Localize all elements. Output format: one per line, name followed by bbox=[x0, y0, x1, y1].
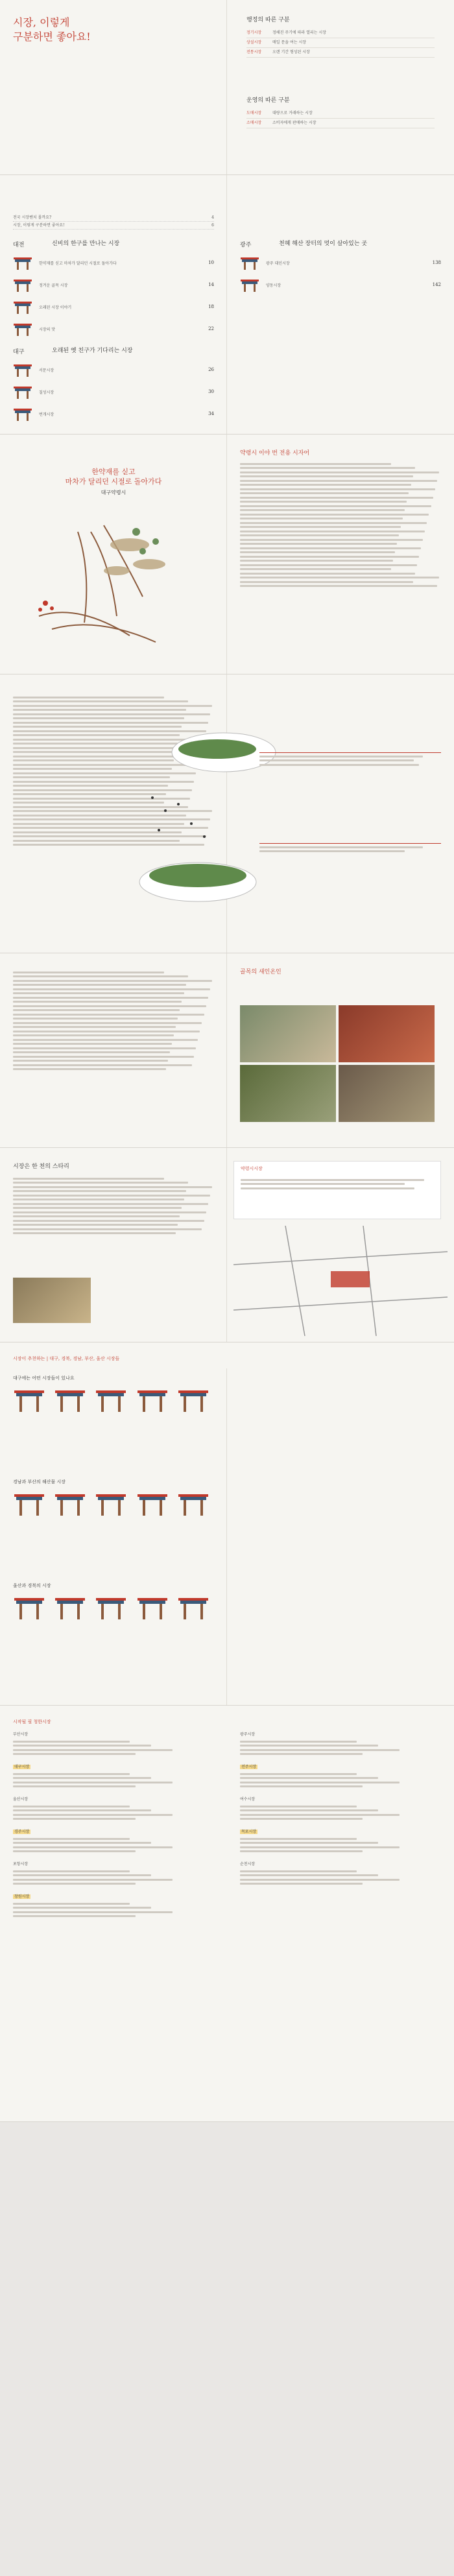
market-icon[interactable] bbox=[95, 1491, 132, 1520]
toc-entry[interactable] bbox=[13, 297, 214, 316]
definition-table-2 bbox=[246, 109, 435, 128]
chapter-title bbox=[0, 467, 227, 497]
toc-entry-page: 10 bbox=[208, 260, 214, 265]
market-list-entry[interactable] bbox=[13, 1732, 208, 1755]
text-line-placeholder bbox=[13, 1014, 204, 1016]
page-title bbox=[13, 16, 91, 44]
market-icon[interactable] bbox=[54, 1595, 91, 1623]
page-right bbox=[227, 175, 454, 434]
text-line-placeholder bbox=[240, 547, 421, 549]
region-subtitle-2: 오래된 옛 친구가 기다리는 시장 bbox=[52, 348, 133, 354]
text-line-placeholder bbox=[13, 997, 208, 999]
text-line-placeholder bbox=[13, 1199, 184, 1200]
text-line-placeholder bbox=[240, 539, 423, 541]
definition-table bbox=[246, 29, 435, 58]
text-line-placeholder bbox=[240, 467, 415, 469]
toc-entry-label: 칠성시장 bbox=[39, 390, 54, 395]
text-line-placeholder bbox=[13, 1190, 186, 1192]
info-card-title: 약령시시장 bbox=[241, 1166, 263, 1171]
text-line-placeholder bbox=[13, 1022, 202, 1024]
toc-entry[interactable] bbox=[240, 275, 441, 294]
toc-entry-page: 34 bbox=[208, 411, 214, 416]
page-left bbox=[0, 1148, 227, 1342]
text-line-placeholder bbox=[240, 1814, 400, 1816]
market-list-label: 목포시장 bbox=[241, 1830, 257, 1834]
market-list-label: 순천시장 bbox=[240, 1862, 256, 1866]
toc-entry[interactable] bbox=[13, 360, 214, 379]
spread-6-map bbox=[0, 1148, 454, 1342]
spread-5-text bbox=[0, 953, 454, 1148]
text-line-placeholder bbox=[13, 1005, 206, 1007]
market-gate-icon bbox=[240, 277, 259, 292]
definition-key: 정기시장 bbox=[246, 30, 262, 35]
market-gate-icon bbox=[13, 362, 32, 377]
text-line-placeholder bbox=[240, 1842, 378, 1844]
market-photo bbox=[13, 1278, 91, 1323]
text-line-placeholder bbox=[13, 1186, 212, 1188]
toc-entry-label: 한약재를 싣고 마차가 달리던 시절로 돌아가다 bbox=[39, 261, 117, 266]
text-line-placeholder bbox=[13, 988, 210, 990]
market-icon[interactable] bbox=[177, 1595, 214, 1623]
list-right bbox=[240, 1732, 435, 1894]
market-icon[interactable] bbox=[54, 1387, 91, 1416]
toc-page-number: 6 bbox=[211, 223, 214, 228]
toc-entry-label: 번개시장 bbox=[39, 412, 54, 417]
definition-value: 대량으로 거래하는 시장 bbox=[272, 111, 313, 115]
text-line-placeholder bbox=[13, 1741, 130, 1743]
region-title-daejeon: 대전 bbox=[13, 242, 25, 248]
page-right bbox=[227, 953, 454, 1147]
definition-value: 오랜 기간 형성된 시장 bbox=[272, 50, 310, 54]
market-list-label: 포항시장 bbox=[13, 1862, 29, 1866]
toc-entry-label: 서문시장 bbox=[39, 368, 54, 373]
market-icon[interactable] bbox=[177, 1387, 214, 1416]
text-line-placeholder bbox=[13, 1195, 210, 1197]
text-line-placeholder bbox=[13, 1903, 130, 1905]
market-icon[interactable] bbox=[13, 1387, 50, 1416]
text-line-placeholder bbox=[240, 1809, 378, 1811]
spread-3-chapter bbox=[0, 435, 454, 674]
text-line-placeholder bbox=[13, 1001, 182, 1003]
text-line-placeholder bbox=[13, 1907, 151, 1909]
section-heading: 시장은 한 천의 스타리 bbox=[13, 1163, 69, 1170]
text-line-placeholder bbox=[13, 1874, 151, 1876]
text-line-placeholder bbox=[13, 1782, 173, 1783]
spread-1 bbox=[0, 0, 454, 175]
market-category bbox=[13, 1479, 214, 1520]
region-title-gwangju: 광주 bbox=[240, 242, 252, 248]
text-line-placeholder bbox=[13, 1182, 188, 1184]
page-left bbox=[0, 175, 227, 434]
text-line-placeholder bbox=[13, 1850, 136, 1852]
text-line-placeholder bbox=[13, 1883, 136, 1885]
section-heading-2: 운영의 따른 구분 bbox=[246, 97, 290, 104]
spread-2-toc bbox=[0, 175, 454, 435]
text-line-placeholder bbox=[240, 1870, 357, 1872]
market-list-entry[interactable] bbox=[240, 1796, 435, 1820]
text-line-placeholder bbox=[13, 1749, 173, 1751]
text-line-placeholder bbox=[240, 1883, 363, 1885]
market-category-title: 울산과 경북의 시장 bbox=[13, 1583, 51, 1588]
text-line-placeholder bbox=[240, 463, 391, 465]
title-line-2: 구분하면 좋아요! bbox=[13, 30, 91, 43]
text-line-placeholder bbox=[13, 992, 184, 994]
toc-label: 전국 시장벤치 몰까요? bbox=[13, 215, 52, 220]
market-list-label: 광주시장 bbox=[240, 1732, 256, 1737]
spread-4-illustration bbox=[0, 674, 454, 953]
text-line-placeholder bbox=[13, 1777, 151, 1779]
text-line-placeholder bbox=[13, 1232, 176, 1234]
text-line-placeholder bbox=[240, 509, 405, 511]
definition-row bbox=[246, 29, 435, 38]
market-category bbox=[13, 1582, 214, 1623]
section-heading: 시작될 필 청한시장 bbox=[13, 1719, 51, 1724]
toc-page-number: 4 bbox=[211, 215, 214, 220]
definition-row bbox=[246, 109, 435, 119]
toc-entry[interactable] bbox=[13, 319, 214, 339]
market-category bbox=[13, 1375, 214, 1416]
text-line-placeholder bbox=[240, 501, 407, 503]
text-line-placeholder bbox=[240, 556, 419, 558]
market-gate-icon bbox=[13, 299, 32, 315]
spread-8-list bbox=[0, 1706, 454, 2122]
text-line-placeholder bbox=[240, 1741, 357, 1743]
definition-value: 정해진 주기에 따라 열리는 시장 bbox=[272, 30, 326, 35]
photo-herbs bbox=[240, 1065, 336, 1122]
text-line-placeholder bbox=[13, 1806, 130, 1807]
region-title-daegu: 대구 bbox=[13, 349, 25, 355]
market-list-entry[interactable] bbox=[240, 1829, 435, 1852]
text-line-placeholder bbox=[13, 1068, 166, 1070]
text-line-placeholder bbox=[13, 1178, 164, 1180]
text-line-placeholder bbox=[13, 1064, 192, 1066]
market-list-label: 부산시장 bbox=[13, 1732, 29, 1737]
page-right bbox=[227, 435, 454, 674]
body-text bbox=[240, 460, 441, 590]
market-list-label: 대구시장 bbox=[14, 1765, 30, 1769]
info-card bbox=[233, 1161, 441, 1219]
text-line-placeholder bbox=[13, 1838, 130, 1840]
definition-key: 상설시장 bbox=[246, 40, 262, 45]
page-left bbox=[0, 953, 227, 1147]
area-map bbox=[233, 1226, 448, 1336]
text-line-placeholder bbox=[13, 1870, 130, 1872]
section-heading: 골목의 새인온인 bbox=[240, 969, 281, 975]
text-line-placeholder bbox=[240, 475, 413, 477]
definition-key: 전통시장 bbox=[246, 50, 262, 54]
toc-entry-page: 30 bbox=[208, 389, 214, 394]
text-line-placeholder bbox=[13, 984, 186, 986]
market-icon[interactable] bbox=[95, 1595, 132, 1623]
title-line-1: 시장, 이렇게 bbox=[13, 16, 70, 29]
market-icon[interactable] bbox=[54, 1491, 91, 1520]
text-line-placeholder bbox=[240, 531, 425, 532]
market-icon[interactable] bbox=[95, 1387, 132, 1416]
text-line-placeholder bbox=[13, 1915, 136, 1917]
market-list-entry[interactable] bbox=[13, 1796, 208, 1820]
text-line-placeholder bbox=[240, 564, 417, 566]
market-list-entry[interactable] bbox=[13, 1861, 208, 1885]
page-left bbox=[0, 1368, 227, 1705]
text-line-placeholder bbox=[13, 1879, 173, 1881]
market-icon[interactable] bbox=[136, 1387, 173, 1416]
text-line-placeholder bbox=[240, 573, 415, 575]
market-list-label: 여수시장 bbox=[240, 1797, 256, 1802]
page-left bbox=[0, 435, 227, 674]
text-line-placeholder bbox=[240, 543, 397, 545]
text-line-placeholder bbox=[13, 1228, 202, 1230]
photo-fish bbox=[240, 1005, 336, 1062]
chapter-title-line-1: 한약재를 싣고 bbox=[91, 468, 136, 476]
text-line-placeholder bbox=[240, 480, 437, 482]
text-line-placeholder bbox=[240, 1782, 400, 1783]
herb-illustration bbox=[0, 506, 227, 649]
market-list-label: 울산시장 bbox=[13, 1797, 29, 1802]
text-line-placeholder bbox=[13, 1018, 178, 1020]
market-gate-icon bbox=[13, 321, 32, 337]
text-line-placeholder bbox=[13, 1911, 173, 1913]
text-line-placeholder bbox=[13, 980, 212, 982]
text-line-placeholder bbox=[240, 518, 403, 519]
body-text bbox=[13, 969, 214, 1073]
text-line-placeholder bbox=[13, 1773, 130, 1775]
text-line-placeholder bbox=[240, 505, 431, 507]
text-line-placeholder bbox=[13, 1047, 196, 1049]
market-icon[interactable] bbox=[13, 1595, 50, 1623]
text-line-placeholder bbox=[240, 1749, 400, 1751]
market-list-label: 경주시장 bbox=[14, 1830, 30, 1834]
market-gate-icon bbox=[13, 277, 32, 292]
text-line-placeholder bbox=[13, 1060, 168, 1062]
text-line-placeholder bbox=[13, 1753, 136, 1755]
market-category-title: 경남과 부산의 해산물 시장 bbox=[13, 1479, 66, 1485]
text-line-placeholder bbox=[240, 577, 439, 578]
list-left bbox=[13, 1732, 208, 1926]
text-line-placeholder bbox=[13, 1051, 170, 1053]
text-line-placeholder bbox=[240, 526, 401, 528]
text-line-placeholder bbox=[240, 534, 399, 536]
text-line-placeholder bbox=[240, 471, 439, 473]
text-line-placeholder bbox=[240, 522, 427, 524]
text-line-placeholder bbox=[240, 1846, 400, 1848]
toc-entry-label: 오래된 시장 이야기 bbox=[39, 305, 72, 310]
text-line-placeholder bbox=[13, 1846, 173, 1848]
text-line-placeholder bbox=[240, 1777, 378, 1779]
photo-chili bbox=[339, 1005, 435, 1062]
text-line-placeholder bbox=[240, 1838, 357, 1840]
toc-top bbox=[13, 214, 214, 230]
market-gate-icon bbox=[13, 406, 32, 422]
text-line-placeholder bbox=[240, 1879, 400, 1881]
definition-value: 매일 문을 여는 시장 bbox=[272, 40, 307, 45]
text-line-placeholder bbox=[240, 585, 437, 587]
text-line-placeholder bbox=[13, 972, 164, 973]
text-line-placeholder bbox=[13, 1745, 151, 1747]
definition-row bbox=[246, 38, 435, 48]
text-line-placeholder bbox=[13, 1809, 151, 1811]
text-line-placeholder bbox=[13, 1785, 136, 1787]
page-left bbox=[0, 0, 227, 174]
page-right bbox=[227, 1368, 454, 1705]
market-list-label: 전주시장 bbox=[241, 1765, 257, 1769]
market-gate-icon bbox=[13, 384, 32, 400]
market-list-entry[interactable] bbox=[13, 1829, 208, 1852]
text-line-placeholder bbox=[240, 1874, 378, 1876]
text-line-placeholder bbox=[13, 1043, 172, 1045]
text-line-placeholder bbox=[13, 1224, 178, 1226]
text-line-placeholder bbox=[240, 568, 391, 570]
toc-entry-page: 142 bbox=[432, 282, 441, 287]
text-line-placeholder bbox=[240, 497, 433, 499]
market-list-entry[interactable] bbox=[240, 1732, 435, 1755]
text-line-placeholder bbox=[240, 1745, 378, 1747]
market-list-entry[interactable] bbox=[240, 1764, 435, 1787]
definition-row bbox=[246, 48, 435, 58]
page-right bbox=[227, 0, 454, 174]
toc-entry[interactable] bbox=[13, 253, 214, 272]
text-line-placeholder bbox=[240, 581, 413, 583]
section-heading: 행정의 따른 구분 bbox=[246, 17, 290, 23]
text-line-placeholder bbox=[240, 484, 411, 486]
market-list-entry[interactable] bbox=[13, 1894, 208, 1917]
region-subtitle: 신비의 한구를 만나는 시장 bbox=[52, 241, 120, 247]
market-photo-grid bbox=[240, 1005, 435, 1122]
market-list-label: 창원시장 bbox=[14, 1894, 30, 1899]
text-line-placeholder bbox=[240, 488, 435, 490]
toc-row[interactable] bbox=[13, 214, 214, 222]
market-list-entry[interactable] bbox=[240, 1861, 435, 1885]
market-gate-icon bbox=[13, 255, 32, 270]
text-line-placeholder bbox=[240, 1785, 363, 1787]
toc-row[interactable] bbox=[13, 222, 214, 230]
toc-entry-label: 광주 대인시장 bbox=[266, 261, 290, 266]
text-line-placeholder bbox=[13, 1034, 174, 1036]
text-line-placeholder bbox=[13, 975, 188, 977]
market-category-title: 대구에는 어떤 시장들이 있나요 bbox=[13, 1376, 75, 1381]
text-line-placeholder bbox=[240, 1806, 357, 1807]
text-line-placeholder bbox=[240, 560, 393, 562]
text-line-placeholder bbox=[240, 1818, 363, 1820]
toc-entry-page: 138 bbox=[432, 260, 441, 265]
spread-7-markets bbox=[0, 1342, 454, 1706]
market-icon[interactable] bbox=[13, 1491, 50, 1520]
text-line-placeholder bbox=[13, 1039, 198, 1041]
definition-row bbox=[246, 119, 435, 128]
chapter-subtitle: 대구약령시 bbox=[101, 490, 126, 495]
text-line-placeholder bbox=[13, 697, 164, 698]
text-line-placeholder bbox=[13, 1207, 182, 1209]
definition-value: 소비자에게 판매하는 시장 bbox=[272, 121, 317, 125]
market-icon[interactable] bbox=[136, 1595, 173, 1623]
text-line-placeholder bbox=[13, 1026, 176, 1028]
herb-basket-illustration bbox=[114, 700, 340, 914]
text-line-placeholder bbox=[13, 1203, 208, 1205]
page-right bbox=[227, 1148, 454, 1342]
market-icon[interactable] bbox=[177, 1491, 214, 1520]
text-line-placeholder bbox=[13, 1009, 180, 1011]
toc-entry-page: 18 bbox=[208, 304, 214, 309]
chapter-title-line-2: 마차가 달리던 시절로 돌아가다 bbox=[65, 477, 162, 486]
region-subtitle-3: 천혜 해산 장터의 멋이 살아있는 곳 bbox=[279, 241, 368, 247]
text-line-placeholder bbox=[13, 1220, 204, 1222]
section-heading: 시장이 추천하는 | 대구, 경북, 경남, 부산, 울산 시장들 bbox=[13, 1356, 120, 1361]
definition-key: 도매시장 bbox=[246, 111, 262, 115]
toc-entry-label: 시장의 맛 bbox=[39, 327, 56, 332]
text-line-placeholder bbox=[240, 1773, 357, 1775]
text-line-placeholder bbox=[13, 1814, 173, 1816]
toc-entry-page: 22 bbox=[208, 326, 214, 331]
text-line-placeholder bbox=[13, 1211, 206, 1213]
text-line-placeholder bbox=[13, 1031, 200, 1032]
info-box-2 bbox=[259, 843, 441, 882]
market-icon[interactable] bbox=[136, 1491, 173, 1520]
text-line-placeholder bbox=[240, 551, 395, 553]
toc-entry-page: 26 bbox=[208, 367, 214, 372]
body-text bbox=[13, 1175, 214, 1237]
toc-entry-label: 양동시장 bbox=[266, 283, 281, 288]
text-line-placeholder bbox=[240, 1850, 363, 1852]
definition-key: 소매시장 bbox=[246, 121, 262, 125]
market-list-entry[interactable] bbox=[13, 1764, 208, 1787]
info-box bbox=[259, 752, 441, 798]
text-line-placeholder bbox=[240, 1753, 363, 1755]
photo-stall bbox=[339, 1065, 435, 1122]
text-line-placeholder bbox=[13, 1056, 194, 1058]
text-line-placeholder bbox=[13, 1842, 151, 1844]
text-line-placeholder bbox=[13, 1215, 180, 1217]
toc-entry[interactable] bbox=[13, 275, 214, 294]
text-line-placeholder bbox=[13, 1818, 136, 1820]
text-line-placeholder bbox=[240, 514, 429, 516]
toc-entry-label: 정겨운 골목 시장 bbox=[39, 283, 68, 288]
market-gate-icon bbox=[240, 255, 259, 270]
toc-entry[interactable] bbox=[13, 404, 214, 423]
section-heading: 약령시 이야 번 전용 시자어 bbox=[240, 450, 310, 457]
toc-label: 시장, 이렇게 구분하면 좋아요! bbox=[13, 223, 65, 228]
toc-entry-page: 14 bbox=[208, 282, 214, 287]
toc-entry[interactable] bbox=[240, 253, 441, 272]
text-line-placeholder bbox=[240, 492, 409, 494]
toc-entry[interactable] bbox=[13, 382, 214, 401]
